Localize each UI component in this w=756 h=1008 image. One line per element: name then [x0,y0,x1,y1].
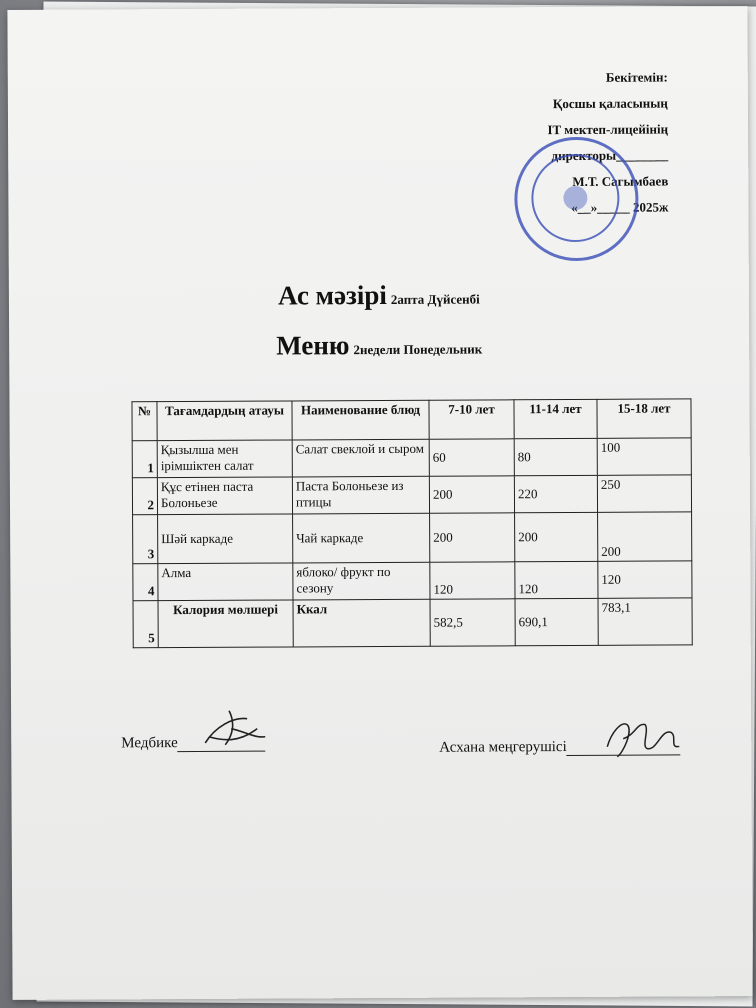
nurse-signature-scribble [199,707,279,751]
row-val-11-14: 220 [514,475,597,512]
row-val-15-18: 200 [598,512,692,561]
table-row [132,475,691,515]
row-ru: Ккал [293,599,430,647]
title-kz-sub: 2апта Дүйсенбі [390,291,480,307]
header-num: № [132,402,157,441]
title-ru [9,328,749,363]
row-val-15-18: 120 [598,561,692,598]
title-ru-main: Меню [276,330,350,361]
table-row [132,438,691,478]
approval-director: директоры [551,147,617,164]
row-ru: яблоко/ фрукт по сезону [293,562,430,600]
table-header-row [132,399,691,441]
approval-line-4: директоры________ [551,147,669,164]
title-kz-main: Ас мәзірі [277,279,387,311]
canteen-head-label: Асхана меңгерушісі [439,739,567,756]
row-num: 5 [133,601,158,648]
row-val-11-14: 80 [514,438,597,475]
stamp-emblem [563,186,587,210]
header-ru: Наименование блюд [292,400,429,440]
row-val-11-14: 120 [515,561,598,598]
official-stamp [514,137,639,262]
header-kz: Тағамдардың атауы [157,401,292,441]
row-val-7-10: 120 [430,562,515,599]
row-val-15-18: 250 [597,475,691,512]
header-age-7-10: 7-10 лет [429,400,514,439]
menu-table [131,398,692,648]
row-ru: Чай каркаде [293,513,430,563]
table-row [133,561,692,601]
approval-year: 2025ж [632,199,669,215]
row-val-11-14: 690,1 [515,598,598,645]
title-kz [9,278,749,313]
row-ru: Салат свеклой и сыром [292,439,429,477]
table-row [133,598,692,648]
canteen-head-signature-scribble [601,712,687,762]
approval-line-6: «__»_____ 2025ж [571,199,669,215]
row-val-15-18: 783,1 [598,598,692,645]
row-num: 3 [133,515,158,564]
row-val-11-14: 200 [515,512,598,561]
row-num: 2 [132,478,157,515]
row-val-15-18: 100 [597,438,691,475]
header-age-11-14: 11-14 лет [514,399,597,438]
approval-line-2: Қосшы қаласының [552,95,668,112]
row-ru: Паста Болоньезе из птицы [292,476,429,514]
row-kz: Құс етінен паста Болоньезе [157,477,292,515]
nurse-label: Медбике [121,735,178,752]
approval-line-3: IT мектеп-лицейінің [547,121,669,138]
row-kz: Қызылша мен ірімшіктен салат [157,440,292,478]
row-kz: Калория мөлшері [158,600,293,648]
title-ru-sub: 2недели Понедельник [353,341,483,358]
row-val-7-10: 582,5 [430,599,515,646]
row-kz: Алма [158,563,293,601]
row-val-7-10: 200 [429,476,514,513]
approval-line-1: Бекітемін: [605,69,668,85]
row-val-7-10: 200 [430,513,515,562]
approval-line-5: М.Т. Сагымбаев [572,173,669,189]
table-row [133,512,692,564]
document-page [7,6,752,1000]
row-num: 4 [133,564,158,601]
header-age-15-18: 15-18 лет [597,399,691,438]
row-val-7-10: 60 [429,439,514,476]
row-num: 1 [132,441,157,478]
row-kz: Шәй каркаде [158,514,293,564]
